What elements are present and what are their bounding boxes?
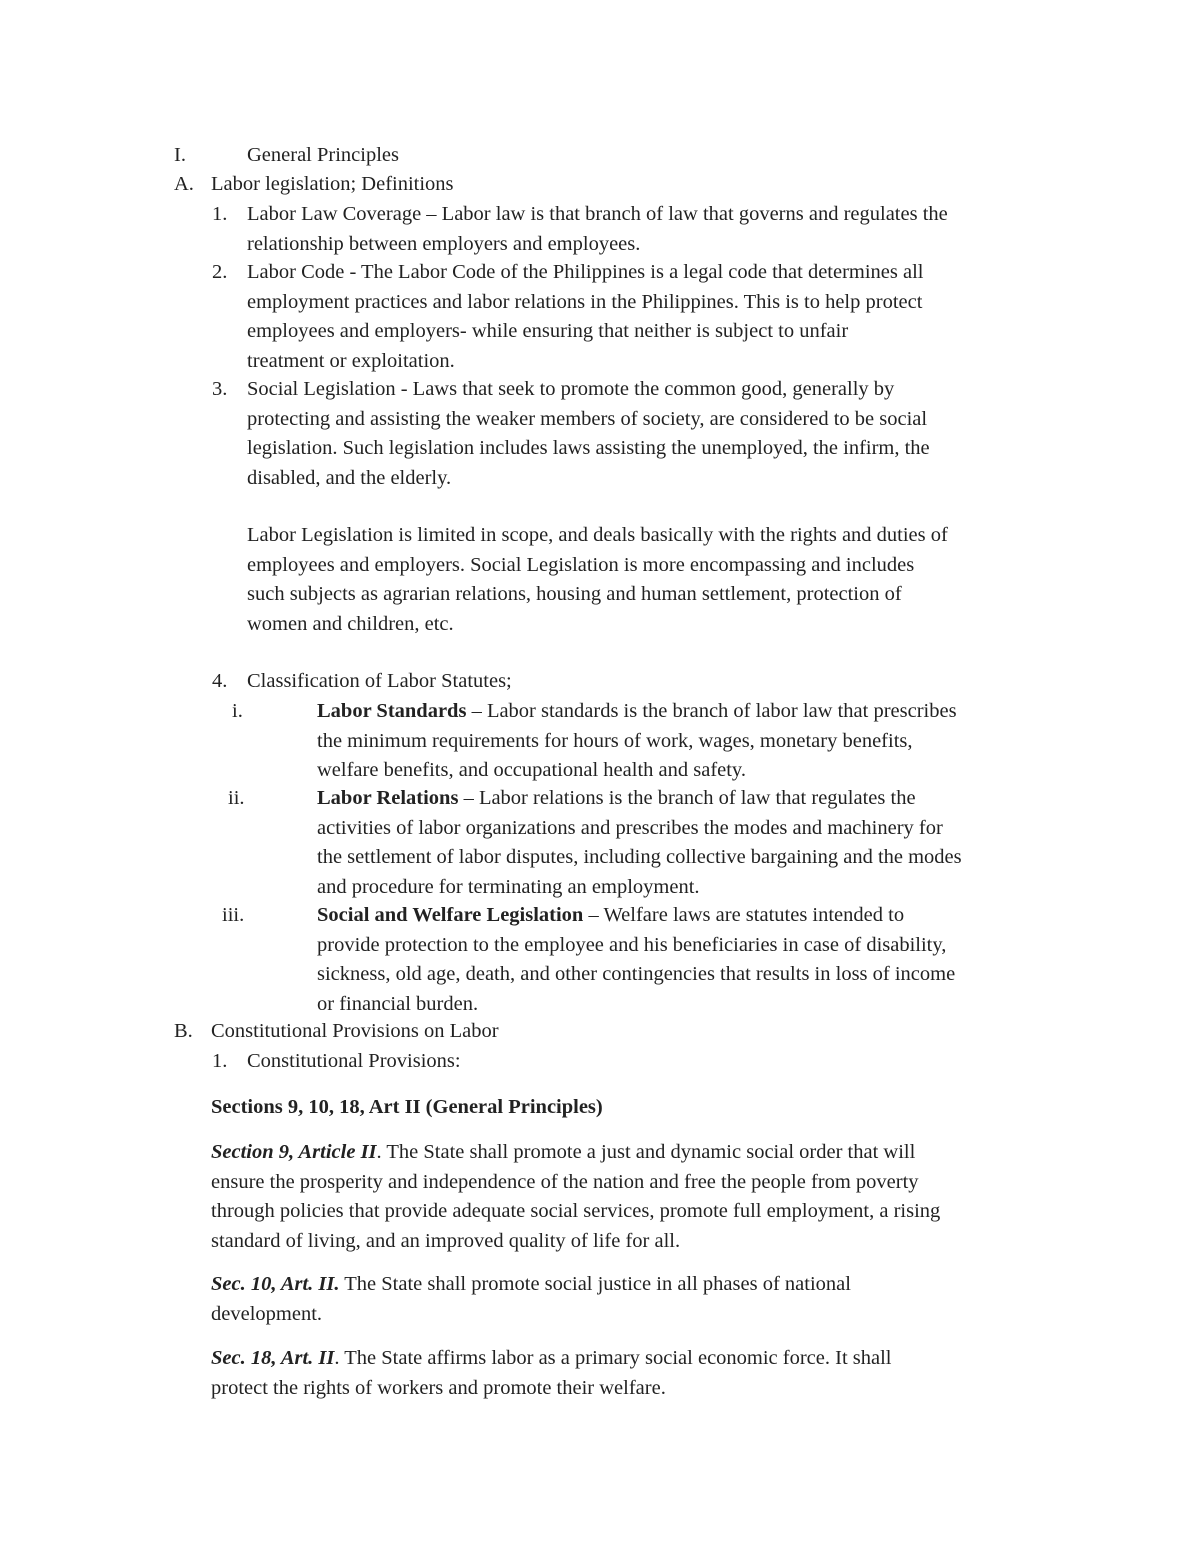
text-line: the minimum requirements for hours of work, wages, monetary benefits,	[317, 729, 913, 752]
text-line: such subjects as agrarian relations, housing and human settlement, protection of	[247, 583, 902, 605]
text-line: employees and employers. Social Legislation is more encompassing and includes	[247, 553, 915, 576]
sub-i-text	[317, 697, 957, 786]
text-line: relationship between employers and employees.	[247, 232, 641, 255]
item-4-title: Classification of Labor Statutes;	[247, 670, 512, 692]
text-line	[211, 1344, 892, 1374]
item-1-marker: 1.	[212, 203, 228, 225]
sections-heading: Sections 9, 10, 18, Art II (General Principles)	[211, 1096, 603, 1118]
section-a-title: Labor legislation; Definitions	[211, 173, 454, 195]
text-line: disabled, and the elderly.	[247, 466, 452, 489]
item-b1-title: Constitutional Provisions:	[247, 1050, 461, 1072]
item-3-marker: 3.	[212, 378, 228, 400]
text-line: development.	[211, 1302, 323, 1325]
text-line	[211, 1138, 940, 1168]
text-line: Social Legislation - Laws that seek to promote the common good, generally by	[247, 378, 895, 400]
section-i-marker: I.	[174, 144, 186, 166]
sub-i-first-line: – Labor standards is the branch of labor law that prescribes	[466, 700, 957, 722]
sub-i-marker: i.	[232, 700, 243, 722]
text-line: Labor Legislation is limited in scope, and deals basically with the rights and duties of	[247, 524, 948, 546]
item-b1-marker: 1.	[212, 1050, 228, 1072]
text-line: employees and employers- while ensuring that neither is subject to unfair	[247, 320, 849, 342]
section-18-label: Sec. 18, Art. II	[211, 1347, 335, 1369]
sub-ii-first-line: – Labor relations is the branch of law that regulates the	[458, 787, 916, 809]
text-line	[317, 697, 957, 727]
section-9-paragraph	[211, 1138, 940, 1256]
section-i-title: General Principles	[247, 144, 399, 166]
text-line: through policies that provide adequate social services, promote full employment, a rising	[211, 1200, 941, 1222]
text-line: and procedure for terminating an employment.	[317, 875, 700, 898]
item-1-text	[247, 200, 948, 259]
sub-iii-first-line: – Welfare laws are statutes intended to	[583, 904, 905, 926]
text-line: welfare benefits, and occupational health and safety.	[317, 759, 746, 781]
text-line: the settlement of labor disputes, including collective bargaining and the modes	[317, 846, 962, 868]
text-line	[211, 1270, 851, 1300]
sub-ii-term: Labor Relations	[317, 787, 459, 809]
text-line: ensure the prosperity and independence of the nation and free the people from poverty	[211, 1170, 919, 1193]
sub-iii-text	[317, 901, 955, 1019]
item-2-marker: 2.	[212, 261, 228, 283]
text-line: or financial burden.	[317, 992, 479, 1015]
text-line: Labor Law Coverage – Labor law is that branch of law that governs and regulates the	[247, 203, 948, 225]
section-18-paragraph	[211, 1344, 892, 1403]
text-line: women and children, etc.	[247, 612, 454, 635]
sub-ii-text	[317, 784, 962, 902]
section-10-paragraph	[211, 1270, 851, 1329]
text-line: protect the rights of workers and promote their welfare.	[211, 1376, 666, 1399]
section-b-title: Constitutional Provisions on Labor	[211, 1020, 499, 1042]
text-line: standard of living, and an improved quality of life for all.	[211, 1229, 681, 1252]
item-2-text	[247, 258, 924, 376]
text-line	[317, 901, 955, 931]
text-line: sickness, old age, death, and other contingencies that results in loss of income	[317, 963, 956, 985]
section-a-marker: A.	[174, 173, 194, 195]
section-9-first-line: . The State shall promote a just and dynamic social order that will	[376, 1141, 916, 1163]
sub-iii-term: Social and Welfare Legislation	[317, 904, 584, 926]
section-10-label: Sec. 10, Art. II.	[211, 1273, 340, 1295]
text-line: treatment or exploitation.	[247, 349, 455, 372]
text-line: provide protection to the employee and his beneficiaries in case of disability,	[317, 933, 947, 956]
section-10-first-line: The State shall promote social justice in all phases of national	[339, 1273, 851, 1295]
text-line	[317, 784, 962, 814]
sub-iii-marker: iii.	[222, 904, 245, 926]
text-line: Labor Code - The Labor Code of the Philippines is a legal code that determines all	[247, 261, 924, 283]
text-line: employment practices and labor relations in the Philippines. This is to help protect	[247, 290, 923, 313]
item-3-text	[247, 375, 930, 493]
item-4-marker: 4.	[212, 670, 228, 692]
sub-i-term: Labor Standards	[317, 700, 467, 722]
section-18-first-line: . The State affirms labor as a primary social economic force. It shall	[334, 1347, 892, 1369]
sub-ii-marker: ii.	[228, 787, 245, 809]
text-line: activities of labor organizations and prescribes the modes and machinery for	[317, 816, 943, 839]
note-paragraph	[247, 521, 948, 639]
text-line: protecting and assisting the weaker members of society, are considered to be social	[247, 407, 928, 430]
section-b-marker: B.	[174, 1020, 193, 1042]
text-line: legislation. Such legislation includes laws assisting the unemployed, the infirm, the	[247, 437, 930, 459]
section-9-label: Section 9, Article II	[211, 1141, 377, 1163]
